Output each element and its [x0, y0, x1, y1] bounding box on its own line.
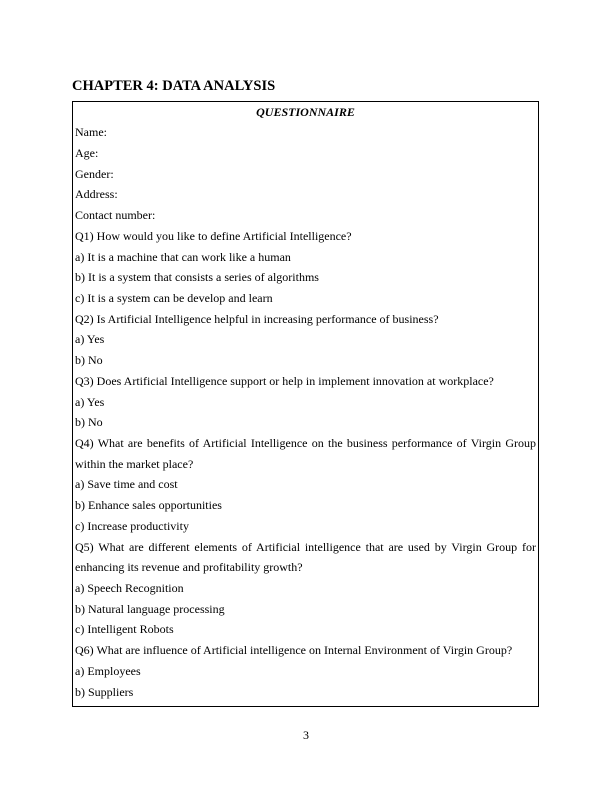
field-gender: Gender: [75, 167, 114, 181]
question-2: Q2) Is Artificial Intelligence helpful in increasing performance of business? [75, 312, 439, 326]
field-address: Address: [75, 187, 118, 201]
question-2-option-a: a) Yes [75, 332, 105, 346]
questionnaire-box [72, 101, 539, 707]
question-5-option-c: c) Intelligent Robots [75, 622, 174, 636]
question-3-option-a: a) Yes [75, 395, 105, 409]
question-1-option-a: a) It is a machine that can work like a human [75, 250, 291, 264]
question-4-option-a: a) Save time and cost [75, 477, 178, 491]
question-4-line-1: Q4) What are benefits of Artificial Intelligence on the business performance of Virgin Group [75, 436, 536, 450]
question-1-option-c: c) It is a system can be develop and learn [75, 291, 273, 305]
question-6-option-a: a) Employees [75, 664, 141, 678]
question-2-option-b: b) No [75, 353, 103, 367]
question-1-option-b: b) It is a system that consists a series of algorithms [75, 270, 319, 284]
question-6-option-b: b) Suppliers [75, 685, 134, 699]
question-4-option-c: c) Increase productivity [75, 519, 189, 533]
field-contact-number: Contact number: [75, 208, 156, 222]
question-1: Q1) How would you like to define Artificial Intelligence? [75, 229, 352, 243]
question-5-line-1: Q5) What are different elements of Artificial intelligence that are used by Virgin Group for [75, 540, 536, 554]
chapter-heading: CHAPTER 4: DATA ANALYSIS [72, 78, 276, 94]
question-3: Q3) Does Artificial Intelligence support or help in implement innovation at workplace? [75, 374, 494, 388]
question-3-option-b: b) No [75, 415, 103, 429]
questionnaire-title: QUESTIONNAIRE [256, 105, 355, 119]
question-5-line-2: enhancing its revenue and profitability growth? [75, 560, 303, 574]
field-name: Name: [75, 125, 107, 139]
field-age: Age: [75, 146, 99, 160]
question-4-option-b: b) Enhance sales opportunities [75, 498, 222, 512]
question-5-option-b: b) Natural language processing [75, 602, 225, 616]
page-number: 3 [303, 728, 309, 742]
question-6: Q6) What are influence of Artificial intelligence on Internal Environment of Virgin Group? [75, 643, 513, 657]
question-5-option-a: a) Speech Recognition [75, 581, 184, 595]
question-4-line-2: within the market place? [75, 457, 194, 471]
